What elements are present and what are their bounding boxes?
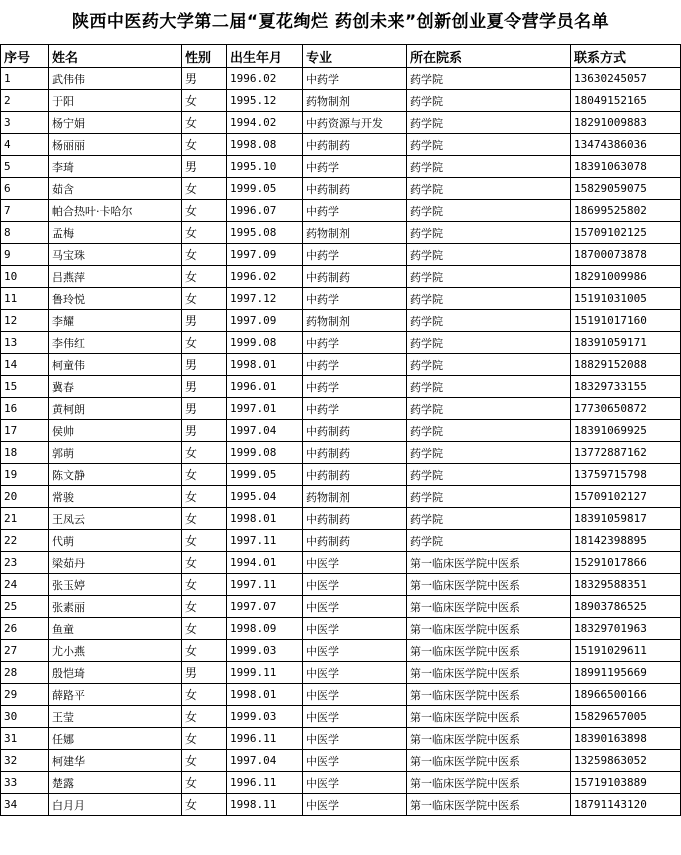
- cell-major: 药物制剂: [303, 310, 407, 332]
- cell-gender: 女: [182, 596, 227, 618]
- cell-major: 中医学: [303, 772, 407, 794]
- cell-index: 12: [1, 310, 49, 332]
- cell-contact: 18903786525: [571, 596, 681, 618]
- table-row: [1, 442, 681, 464]
- cell-department: 药学院: [407, 90, 571, 112]
- cell-gender: 女: [182, 574, 227, 596]
- cell-index: 14: [1, 354, 49, 376]
- cell-name: 茹含: [49, 178, 182, 200]
- cell-department: 药学院: [407, 288, 571, 310]
- cell-name: 梁茹丹: [49, 552, 182, 574]
- cell-name: 鱼童: [49, 618, 182, 640]
- cell-name: 常骏: [49, 486, 182, 508]
- cell-department: 第一临床医学院中医系: [407, 794, 571, 816]
- cell-major: 中医学: [303, 750, 407, 772]
- cell-major: 中药制药: [303, 134, 407, 156]
- cell-contact: 18791143120: [571, 794, 681, 816]
- cell-department: 药学院: [407, 244, 571, 266]
- cell-birth: 1997.12: [227, 288, 303, 310]
- cell-name: 尤小燕: [49, 640, 182, 662]
- cell-index: 13: [1, 332, 49, 354]
- cell-index: 30: [1, 706, 49, 728]
- cell-contact: 15709102127: [571, 486, 681, 508]
- cell-gender: 女: [182, 530, 227, 552]
- cell-department: 药学院: [407, 310, 571, 332]
- cell-major: 中医学: [303, 794, 407, 816]
- cell-birth: 1996.02: [227, 68, 303, 90]
- cell-gender: 女: [182, 332, 227, 354]
- cell-name: 代萌: [49, 530, 182, 552]
- cell-department: 第一临床医学院中医系: [407, 640, 571, 662]
- cell-gender: 女: [182, 178, 227, 200]
- cell-major: 中药制药: [303, 464, 407, 486]
- cell-major: 中医学: [303, 728, 407, 750]
- cell-birth: 1996.01: [227, 376, 303, 398]
- table-row: [1, 244, 681, 266]
- cell-index: 20: [1, 486, 49, 508]
- cell-index: 21: [1, 508, 49, 530]
- cell-name: 李伟红: [49, 332, 182, 354]
- cell-department: 药学院: [407, 200, 571, 222]
- cell-name: 杨宁娟: [49, 112, 182, 134]
- table-row: [1, 354, 681, 376]
- header-birth: 出生年月: [227, 45, 303, 68]
- cell-major: 中医学: [303, 640, 407, 662]
- cell-department: 药学院: [407, 178, 571, 200]
- cell-department: 药学院: [407, 354, 571, 376]
- cell-birth: 1999.03: [227, 640, 303, 662]
- header-major: 专业: [303, 45, 407, 68]
- cell-gender: 男: [182, 156, 227, 178]
- cell-index: 33: [1, 772, 49, 794]
- table-row: [1, 200, 681, 222]
- cell-birth: 1995.04: [227, 486, 303, 508]
- cell-birth: 1994.02: [227, 112, 303, 134]
- cell-department: 药学院: [407, 156, 571, 178]
- cell-contact: 15191017160: [571, 310, 681, 332]
- cell-gender: 男: [182, 376, 227, 398]
- cell-index: 29: [1, 684, 49, 706]
- cell-name: 陈文静: [49, 464, 182, 486]
- cell-contact: 17730650872: [571, 398, 681, 420]
- cell-name: 于阳: [49, 90, 182, 112]
- table-row: [1, 266, 681, 288]
- cell-name: 柯建华: [49, 750, 182, 772]
- cell-contact: 18991195669: [571, 662, 681, 684]
- cell-birth: 1994.01: [227, 552, 303, 574]
- table-row: [1, 618, 681, 640]
- cell-gender: 女: [182, 288, 227, 310]
- cell-department: 药学院: [407, 134, 571, 156]
- cell-gender: 女: [182, 618, 227, 640]
- cell-department: 第一临床医学院中医系: [407, 574, 571, 596]
- cell-name: 王凤云: [49, 508, 182, 530]
- table-row: [1, 640, 681, 662]
- cell-department: 药学院: [407, 486, 571, 508]
- cell-contact: 18699525802: [571, 200, 681, 222]
- student-roster-table: [0, 44, 681, 816]
- cell-gender: 男: [182, 398, 227, 420]
- cell-contact: 15291017866: [571, 552, 681, 574]
- cell-birth: 1998.09: [227, 618, 303, 640]
- cell-contact: 18700073878: [571, 244, 681, 266]
- cell-major: 药物制剂: [303, 486, 407, 508]
- cell-index: 4: [1, 134, 49, 156]
- cell-birth: 1995.10: [227, 156, 303, 178]
- cell-contact: 13259863052: [571, 750, 681, 772]
- table-row: [1, 794, 681, 816]
- cell-major: 中药制药: [303, 420, 407, 442]
- cell-gender: 女: [182, 706, 227, 728]
- header-index: 序号: [1, 45, 49, 68]
- cell-department: 第一临床医学院中医系: [407, 684, 571, 706]
- cell-index: 28: [1, 662, 49, 684]
- cell-department: 药学院: [407, 332, 571, 354]
- cell-department: 药学院: [407, 376, 571, 398]
- cell-department: 药学院: [407, 68, 571, 90]
- cell-contact: 15719103889: [571, 772, 681, 794]
- cell-name: 杨丽丽: [49, 134, 182, 156]
- cell-name: 张玉婷: [49, 574, 182, 596]
- table-row: [1, 288, 681, 310]
- cell-contact: 18291009883: [571, 112, 681, 134]
- cell-department: 药学院: [407, 530, 571, 552]
- cell-contact: 15709102125: [571, 222, 681, 244]
- table-row: [1, 222, 681, 244]
- cell-index: 34: [1, 794, 49, 816]
- table-row: [1, 596, 681, 618]
- cell-contact: 18329733155: [571, 376, 681, 398]
- cell-department: 药学院: [407, 420, 571, 442]
- cell-major: 中药资源与开发: [303, 112, 407, 134]
- cell-birth: 1997.09: [227, 244, 303, 266]
- cell-index: 24: [1, 574, 49, 596]
- cell-gender: 女: [182, 200, 227, 222]
- cell-birth: 1995.08: [227, 222, 303, 244]
- cell-birth: 1999.08: [227, 332, 303, 354]
- cell-contact: 13630245057: [571, 68, 681, 90]
- cell-name: 张素丽: [49, 596, 182, 618]
- cell-contact: 18049152165: [571, 90, 681, 112]
- table-row: [1, 684, 681, 706]
- cell-gender: 女: [182, 442, 227, 464]
- table-row: [1, 376, 681, 398]
- cell-gender: 女: [182, 508, 227, 530]
- table-row: [1, 178, 681, 200]
- cell-major: 中药学: [303, 244, 407, 266]
- cell-name: 白月月: [49, 794, 182, 816]
- table-row: [1, 332, 681, 354]
- cell-gender: 女: [182, 90, 227, 112]
- cell-gender: 男: [182, 420, 227, 442]
- cell-contact: 15829059075: [571, 178, 681, 200]
- cell-name: 冀春: [49, 376, 182, 398]
- cell-index: 8: [1, 222, 49, 244]
- cell-major: 中药制药: [303, 508, 407, 530]
- cell-index: 16: [1, 398, 49, 420]
- cell-major: 中医学: [303, 706, 407, 728]
- cell-major: 中药学: [303, 354, 407, 376]
- cell-contact: 18391059817: [571, 508, 681, 530]
- cell-index: 19: [1, 464, 49, 486]
- table-row: [1, 420, 681, 442]
- cell-birth: 1996.11: [227, 772, 303, 794]
- cell-department: 第一临床医学院中医系: [407, 728, 571, 750]
- cell-contact: 18391069925: [571, 420, 681, 442]
- cell-name: 王莹: [49, 706, 182, 728]
- cell-gender: 男: [182, 310, 227, 332]
- cell-birth: 1998.01: [227, 684, 303, 706]
- cell-birth: 1997.07: [227, 596, 303, 618]
- cell-major: 中药学: [303, 398, 407, 420]
- cell-index: 23: [1, 552, 49, 574]
- cell-birth: 1995.12: [227, 90, 303, 112]
- cell-contact: 15191029611: [571, 640, 681, 662]
- cell-major: 中药制药: [303, 266, 407, 288]
- cell-department: 第一临床医学院中医系: [407, 706, 571, 728]
- cell-index: 3: [1, 112, 49, 134]
- cell-contact: 18391059171: [571, 332, 681, 354]
- cell-major: 药物制剂: [303, 222, 407, 244]
- cell-name: 楚露: [49, 772, 182, 794]
- cell-gender: 女: [182, 750, 227, 772]
- cell-birth: 1996.02: [227, 266, 303, 288]
- cell-department: 第一临床医学院中医系: [407, 618, 571, 640]
- cell-gender: 女: [182, 772, 227, 794]
- table-row: [1, 728, 681, 750]
- cell-index: 31: [1, 728, 49, 750]
- cell-gender: 女: [182, 112, 227, 134]
- cell-gender: 女: [182, 728, 227, 750]
- cell-birth: 1999.05: [227, 464, 303, 486]
- document-title: 陕西中医药大学第二届“夏花绚烂 药创未来”创新创业夏令营学员名单: [71, 12, 610, 32]
- cell-birth: 1997.04: [227, 420, 303, 442]
- cell-birth: 1998.01: [227, 508, 303, 530]
- cell-major: 中药学: [303, 156, 407, 178]
- cell-contact: 13474386036: [571, 134, 681, 156]
- cell-department: 药学院: [407, 222, 571, 244]
- table-row: [1, 530, 681, 552]
- header-department: 所在院系: [407, 45, 571, 68]
- cell-department: 药学院: [407, 464, 571, 486]
- cell-major: 药物制剂: [303, 90, 407, 112]
- header-gender: 性别: [182, 45, 227, 68]
- cell-major: 中药学: [303, 68, 407, 90]
- cell-gender: 女: [182, 244, 227, 266]
- table-header-row: [1, 45, 681, 68]
- cell-major: 中药学: [303, 200, 407, 222]
- cell-index: 2: [1, 90, 49, 112]
- cell-gender: 男: [182, 662, 227, 684]
- cell-department: 第一临床医学院中医系: [407, 750, 571, 772]
- cell-birth: 1999.03: [227, 706, 303, 728]
- cell-index: 1: [1, 68, 49, 90]
- cell-department: 药学院: [407, 112, 571, 134]
- cell-index: 25: [1, 596, 49, 618]
- cell-contact: 18291009986: [571, 266, 681, 288]
- cell-name: 薛路平: [49, 684, 182, 706]
- table-row: [1, 508, 681, 530]
- cell-department: 第一临床医学院中医系: [407, 596, 571, 618]
- table-row: [1, 90, 681, 112]
- cell-birth: 1999.11: [227, 662, 303, 684]
- cell-department: 第一临床医学院中医系: [407, 552, 571, 574]
- cell-gender: 男: [182, 68, 227, 90]
- cell-department: 药学院: [407, 266, 571, 288]
- table-row: [1, 486, 681, 508]
- cell-name: 吕燕萍: [49, 266, 182, 288]
- cell-name: 鲁玲悦: [49, 288, 182, 310]
- cell-index: 7: [1, 200, 49, 222]
- table-row: [1, 464, 681, 486]
- cell-major: 中医学: [303, 552, 407, 574]
- header-contact: 联系方式: [571, 45, 681, 68]
- cell-major: 中医学: [303, 574, 407, 596]
- cell-birth: 1997.04: [227, 750, 303, 772]
- cell-department: 药学院: [407, 442, 571, 464]
- cell-department: 药学院: [407, 398, 571, 420]
- cell-index: 32: [1, 750, 49, 772]
- cell-major: 中药制药: [303, 178, 407, 200]
- cell-index: 15: [1, 376, 49, 398]
- cell-gender: 男: [182, 354, 227, 376]
- cell-contact: 13772887162: [571, 442, 681, 464]
- cell-gender: 女: [182, 640, 227, 662]
- cell-contact: 18142398895: [571, 530, 681, 552]
- cell-major: 中药制药: [303, 530, 407, 552]
- cell-birth: 1997.11: [227, 574, 303, 596]
- cell-major: 中药学: [303, 332, 407, 354]
- cell-index: 17: [1, 420, 49, 442]
- cell-name: 李耀: [49, 310, 182, 332]
- cell-gender: 女: [182, 134, 227, 156]
- cell-contact: 18329588351: [571, 574, 681, 596]
- cell-name: 殷恺琦: [49, 662, 182, 684]
- cell-gender: 女: [182, 266, 227, 288]
- cell-gender: 女: [182, 222, 227, 244]
- cell-gender: 女: [182, 464, 227, 486]
- cell-department: 第一临床医学院中医系: [407, 772, 571, 794]
- cell-contact: 18966500166: [571, 684, 681, 706]
- table-row: [1, 134, 681, 156]
- cell-name: 侯帅: [49, 420, 182, 442]
- cell-major: 中医学: [303, 618, 407, 640]
- cell-index: 5: [1, 156, 49, 178]
- table-body: [1, 68, 681, 816]
- table-row: [1, 772, 681, 794]
- cell-index: 27: [1, 640, 49, 662]
- cell-birth: 1997.11: [227, 530, 303, 552]
- cell-contact: 15191031005: [571, 288, 681, 310]
- cell-birth: 1996.07: [227, 200, 303, 222]
- cell-contact: 18390163898: [571, 728, 681, 750]
- cell-index: 26: [1, 618, 49, 640]
- cell-major: 中医学: [303, 684, 407, 706]
- cell-name: 柯童伟: [49, 354, 182, 376]
- table-row: [1, 68, 681, 90]
- cell-name: 李琦: [49, 156, 182, 178]
- cell-department: 药学院: [407, 508, 571, 530]
- cell-name: 任娜: [49, 728, 182, 750]
- cell-birth: 1997.01: [227, 398, 303, 420]
- cell-major: 中医学: [303, 662, 407, 684]
- cell-index: 6: [1, 178, 49, 200]
- table-row: [1, 552, 681, 574]
- cell-name: 武伟伟: [49, 68, 182, 90]
- cell-major: 中药学: [303, 288, 407, 310]
- table-row: [1, 750, 681, 772]
- cell-name: 帕合热叶·卡哈尔: [49, 200, 182, 222]
- cell-gender: 女: [182, 486, 227, 508]
- table-row: [1, 310, 681, 332]
- cell-name: 孟梅: [49, 222, 182, 244]
- cell-index: 9: [1, 244, 49, 266]
- cell-contact: 18391063078: [571, 156, 681, 178]
- table-row: [1, 112, 681, 134]
- cell-major: 中医学: [303, 596, 407, 618]
- table-row: [1, 156, 681, 178]
- cell-index: 11: [1, 288, 49, 310]
- table-row: [1, 662, 681, 684]
- table-row: [1, 706, 681, 728]
- cell-contact: 18829152088: [571, 354, 681, 376]
- cell-major: 中药学: [303, 376, 407, 398]
- cell-birth: 1998.01: [227, 354, 303, 376]
- cell-index: 22: [1, 530, 49, 552]
- cell-contact: 15829657005: [571, 706, 681, 728]
- cell-birth: 1996.11: [227, 728, 303, 750]
- cell-contact: 18329701963: [571, 618, 681, 640]
- table-row: [1, 398, 681, 420]
- cell-major: 中药制药: [303, 442, 407, 464]
- cell-birth: 1997.09: [227, 310, 303, 332]
- cell-birth: 1998.11: [227, 794, 303, 816]
- cell-name: 马宝珠: [49, 244, 182, 266]
- cell-name: 郭萌: [49, 442, 182, 464]
- cell-gender: 女: [182, 794, 227, 816]
- cell-gender: 女: [182, 684, 227, 706]
- cell-birth: 1999.08: [227, 442, 303, 464]
- header-name: 姓名: [49, 45, 182, 68]
- cell-index: 18: [1, 442, 49, 464]
- table-row: [1, 574, 681, 596]
- cell-birth: 1998.08: [227, 134, 303, 156]
- cell-gender: 女: [182, 552, 227, 574]
- cell-department: 第一临床医学院中医系: [407, 662, 571, 684]
- cell-birth: 1999.05: [227, 178, 303, 200]
- cell-contact: 13759715798: [571, 464, 681, 486]
- cell-name: 黄柯朗: [49, 398, 182, 420]
- cell-index: 10: [1, 266, 49, 288]
